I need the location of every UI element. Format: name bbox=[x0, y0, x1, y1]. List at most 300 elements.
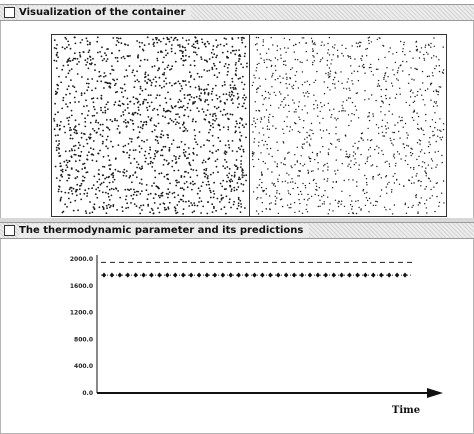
particle bbox=[84, 189, 86, 191]
particle bbox=[337, 203, 338, 204]
particle bbox=[96, 112, 98, 114]
particle bbox=[208, 140, 210, 142]
particle bbox=[284, 38, 285, 39]
particle bbox=[190, 86, 192, 88]
particle bbox=[231, 99, 233, 101]
particle bbox=[435, 151, 436, 152]
particle bbox=[161, 172, 163, 174]
particle bbox=[69, 70, 71, 72]
data-point bbox=[284, 272, 288, 277]
particle bbox=[136, 40, 138, 42]
particle bbox=[426, 199, 427, 200]
particle bbox=[434, 211, 435, 212]
particle bbox=[74, 101, 76, 103]
particle bbox=[64, 203, 66, 205]
particle bbox=[305, 185, 306, 186]
particle bbox=[217, 159, 219, 161]
particle bbox=[319, 122, 320, 123]
particle bbox=[212, 119, 214, 121]
particle bbox=[356, 181, 357, 182]
particle bbox=[84, 117, 86, 119]
particle bbox=[439, 65, 440, 66]
particle bbox=[324, 93, 325, 94]
particle bbox=[271, 65, 272, 66]
particle bbox=[234, 132, 236, 134]
particle bbox=[58, 76, 60, 78]
particle bbox=[184, 47, 186, 49]
particle bbox=[352, 102, 353, 103]
particle bbox=[175, 180, 177, 182]
particle bbox=[257, 187, 258, 188]
particle bbox=[219, 140, 221, 142]
particle bbox=[359, 66, 360, 67]
particle bbox=[426, 52, 427, 53]
particle bbox=[61, 191, 63, 193]
particle bbox=[166, 160, 168, 162]
particle bbox=[436, 101, 437, 102]
particle bbox=[359, 46, 360, 47]
particle bbox=[277, 181, 278, 182]
particle bbox=[394, 74, 395, 75]
particle bbox=[390, 47, 391, 48]
particle bbox=[240, 183, 242, 185]
particle bbox=[424, 170, 425, 171]
particle bbox=[191, 96, 193, 98]
particle bbox=[169, 82, 171, 84]
data-point bbox=[363, 272, 367, 277]
particle bbox=[319, 187, 320, 188]
particle bbox=[54, 47, 56, 49]
particle bbox=[279, 175, 280, 176]
particle bbox=[160, 136, 162, 138]
particle bbox=[313, 50, 314, 51]
chart-panel-header[interactable] bbox=[0, 222, 474, 239]
particle bbox=[239, 77, 241, 79]
particle bbox=[141, 148, 143, 150]
particle bbox=[402, 61, 403, 62]
particle bbox=[370, 67, 371, 68]
particle bbox=[115, 44, 117, 46]
particle bbox=[275, 70, 276, 71]
particle bbox=[287, 153, 288, 154]
particle bbox=[370, 64, 371, 65]
particle bbox=[167, 137, 169, 139]
particle bbox=[336, 182, 337, 183]
particle bbox=[124, 145, 126, 147]
particle bbox=[393, 155, 394, 156]
particle bbox=[242, 76, 244, 78]
particle bbox=[58, 152, 60, 154]
particle bbox=[327, 64, 328, 65]
particle bbox=[196, 170, 198, 172]
particle bbox=[302, 183, 303, 184]
particle bbox=[182, 124, 184, 126]
particle bbox=[213, 193, 215, 195]
particle bbox=[175, 37, 177, 39]
particle bbox=[121, 91, 123, 93]
particle bbox=[410, 91, 411, 92]
data-point bbox=[181, 272, 185, 277]
particle bbox=[202, 108, 204, 110]
particle bbox=[344, 206, 345, 207]
particle bbox=[212, 135, 214, 137]
particle bbox=[260, 58, 261, 59]
particle bbox=[241, 118, 243, 120]
particle bbox=[226, 195, 228, 197]
particle bbox=[399, 88, 400, 89]
particle bbox=[161, 193, 163, 195]
particle bbox=[150, 193, 152, 195]
particle bbox=[284, 159, 285, 160]
particle bbox=[121, 42, 123, 44]
particle bbox=[211, 52, 213, 54]
data-point bbox=[197, 272, 201, 277]
particle bbox=[408, 74, 409, 75]
particle bbox=[94, 64, 96, 66]
particle bbox=[195, 52, 197, 54]
particle bbox=[416, 46, 417, 47]
particle bbox=[192, 212, 194, 214]
particle bbox=[146, 107, 148, 109]
data-point bbox=[173, 272, 177, 277]
particle bbox=[136, 167, 138, 169]
particle bbox=[426, 173, 427, 174]
particle bbox=[241, 82, 243, 84]
particle bbox=[203, 160, 205, 162]
particle bbox=[56, 92, 58, 94]
particle bbox=[430, 144, 431, 145]
particle bbox=[369, 120, 370, 121]
particle bbox=[401, 117, 402, 118]
particle bbox=[230, 190, 232, 192]
particle bbox=[208, 94, 210, 96]
particle bbox=[369, 67, 370, 68]
particle bbox=[349, 156, 350, 157]
particle bbox=[177, 81, 179, 83]
particle bbox=[233, 204, 235, 206]
particle bbox=[69, 102, 71, 104]
particle bbox=[166, 102, 168, 104]
particle bbox=[167, 197, 169, 199]
particle bbox=[282, 181, 283, 182]
particle bbox=[393, 176, 394, 177]
particle bbox=[283, 133, 284, 134]
particle bbox=[257, 49, 258, 50]
particle bbox=[376, 166, 377, 167]
particle bbox=[297, 175, 298, 176]
particle bbox=[378, 80, 379, 81]
particle bbox=[172, 160, 174, 162]
particle bbox=[230, 207, 232, 209]
particle bbox=[116, 91, 118, 93]
particle bbox=[156, 42, 158, 44]
container-panel-title: Visualization of the container bbox=[19, 6, 191, 20]
particle bbox=[175, 158, 177, 160]
particle bbox=[114, 84, 116, 86]
particle bbox=[175, 114, 177, 116]
x-axis-title: Time bbox=[391, 405, 421, 416]
particle bbox=[223, 109, 225, 111]
particle bbox=[293, 85, 294, 86]
particle bbox=[407, 134, 408, 135]
particle bbox=[333, 181, 334, 182]
particle bbox=[129, 65, 131, 67]
particle bbox=[160, 133, 162, 135]
particle bbox=[310, 161, 311, 162]
particle bbox=[115, 169, 117, 171]
particle bbox=[332, 187, 333, 188]
particle bbox=[313, 43, 314, 44]
particle bbox=[370, 202, 371, 203]
particle bbox=[222, 180, 224, 182]
particle bbox=[194, 129, 196, 131]
particle bbox=[171, 68, 173, 70]
particle bbox=[100, 107, 102, 109]
particle bbox=[166, 37, 168, 39]
particle bbox=[347, 81, 348, 82]
particle bbox=[70, 134, 72, 136]
particle bbox=[227, 67, 229, 69]
collapse-checkbox[interactable] bbox=[4, 7, 15, 18]
particle bbox=[216, 68, 218, 70]
particle bbox=[437, 136, 438, 137]
particle bbox=[78, 142, 80, 144]
particle bbox=[208, 132, 210, 134]
particle bbox=[164, 209, 166, 211]
particle bbox=[316, 186, 317, 187]
particle bbox=[353, 155, 354, 156]
particle bbox=[163, 164, 165, 166]
particle bbox=[242, 169, 244, 171]
particle bbox=[239, 140, 241, 142]
particle bbox=[235, 126, 237, 128]
particle bbox=[85, 172, 87, 174]
particle bbox=[371, 165, 372, 166]
particle bbox=[161, 130, 163, 132]
particle bbox=[134, 191, 136, 193]
particle bbox=[244, 207, 246, 209]
particle bbox=[92, 160, 94, 162]
particle bbox=[253, 152, 254, 153]
particle bbox=[268, 117, 269, 118]
particle bbox=[66, 180, 68, 182]
particle bbox=[235, 120, 237, 122]
particle bbox=[341, 201, 342, 202]
particle bbox=[147, 102, 149, 104]
particle bbox=[264, 190, 265, 191]
particle bbox=[304, 105, 305, 106]
particle bbox=[93, 106, 95, 108]
particle bbox=[105, 145, 107, 147]
particle bbox=[107, 58, 109, 60]
particle bbox=[214, 113, 216, 115]
particle bbox=[439, 118, 440, 119]
particle bbox=[68, 192, 70, 194]
particle bbox=[190, 176, 192, 178]
particle bbox=[230, 52, 232, 54]
particle bbox=[358, 207, 359, 208]
particle bbox=[212, 56, 214, 58]
particle bbox=[201, 38, 203, 40]
particle bbox=[232, 81, 234, 83]
particle bbox=[194, 183, 196, 185]
particle bbox=[137, 57, 139, 59]
particle bbox=[178, 158, 180, 160]
particle bbox=[117, 190, 119, 192]
particle bbox=[108, 176, 110, 178]
particle bbox=[317, 104, 318, 105]
particle bbox=[202, 42, 204, 44]
particle bbox=[185, 128, 187, 130]
data-point bbox=[165, 272, 169, 277]
particle bbox=[298, 199, 299, 200]
data-point bbox=[189, 272, 193, 277]
particle bbox=[255, 44, 256, 45]
particle bbox=[124, 58, 126, 60]
particle bbox=[261, 187, 262, 188]
data-point bbox=[379, 272, 383, 277]
particle bbox=[155, 81, 157, 83]
particle bbox=[373, 205, 374, 206]
particle bbox=[243, 94, 245, 96]
particle bbox=[337, 55, 338, 56]
particle bbox=[190, 75, 192, 77]
particle bbox=[431, 57, 432, 58]
particle bbox=[338, 81, 339, 82]
particle bbox=[443, 46, 444, 47]
particle bbox=[76, 194, 78, 196]
particle bbox=[153, 79, 155, 81]
particle bbox=[79, 144, 81, 146]
particle bbox=[56, 124, 58, 126]
particle bbox=[277, 50, 278, 51]
particle bbox=[81, 168, 83, 170]
particle bbox=[433, 186, 434, 187]
particle bbox=[422, 130, 423, 131]
particle bbox=[91, 78, 93, 80]
particle bbox=[93, 176, 95, 178]
particle bbox=[192, 169, 194, 171]
particle bbox=[421, 197, 422, 198]
particle bbox=[241, 135, 243, 137]
particle bbox=[209, 129, 211, 131]
particle bbox=[149, 149, 151, 151]
particle bbox=[430, 189, 431, 190]
particle bbox=[131, 138, 133, 140]
particle bbox=[180, 90, 182, 92]
particle bbox=[253, 120, 254, 121]
particle bbox=[257, 119, 258, 120]
particle bbox=[57, 85, 59, 87]
particle bbox=[111, 52, 113, 54]
particle bbox=[302, 37, 303, 38]
particle bbox=[348, 114, 349, 115]
particle bbox=[160, 155, 162, 157]
particle bbox=[210, 197, 212, 199]
container-panel-header[interactable] bbox=[0, 4, 474, 21]
particle bbox=[114, 118, 116, 120]
particle bbox=[395, 165, 396, 166]
particle bbox=[235, 64, 237, 66]
particle bbox=[103, 58, 105, 60]
particle bbox=[365, 205, 366, 206]
particle bbox=[314, 42, 315, 43]
particle bbox=[83, 193, 85, 195]
particle bbox=[145, 88, 147, 90]
particle bbox=[323, 165, 324, 166]
particle bbox=[68, 44, 70, 46]
particle bbox=[400, 41, 401, 42]
particle bbox=[230, 113, 232, 115]
particle bbox=[77, 58, 79, 60]
particle bbox=[66, 160, 68, 162]
particle bbox=[103, 207, 105, 209]
particle bbox=[272, 156, 273, 157]
particle bbox=[367, 48, 368, 49]
particle bbox=[356, 213, 357, 214]
particle bbox=[125, 207, 127, 209]
particle bbox=[103, 76, 105, 78]
particle bbox=[302, 148, 303, 149]
particle bbox=[434, 134, 435, 135]
particle bbox=[360, 58, 361, 59]
particle bbox=[312, 48, 313, 49]
particle bbox=[262, 211, 263, 212]
particle bbox=[361, 60, 362, 61]
particle bbox=[286, 126, 287, 127]
data-point bbox=[260, 272, 264, 277]
particle bbox=[108, 204, 110, 206]
particle bbox=[354, 143, 355, 144]
particle bbox=[428, 44, 429, 45]
particle bbox=[388, 111, 389, 112]
particle bbox=[413, 102, 414, 103]
y-tick-label: 1200.0 bbox=[69, 309, 93, 317]
particle bbox=[139, 145, 141, 147]
particle bbox=[219, 125, 221, 127]
particle bbox=[94, 208, 96, 210]
particle bbox=[349, 154, 350, 155]
particle bbox=[277, 163, 278, 164]
particle bbox=[410, 67, 411, 68]
particle bbox=[147, 36, 149, 38]
particle bbox=[240, 55, 242, 57]
particle bbox=[184, 176, 186, 178]
particle bbox=[169, 183, 171, 185]
particle bbox=[299, 175, 300, 176]
particle bbox=[107, 155, 109, 157]
particle bbox=[386, 193, 387, 194]
particle bbox=[350, 204, 351, 205]
particle bbox=[295, 81, 296, 82]
particle bbox=[167, 178, 169, 180]
particle bbox=[171, 85, 173, 87]
particle bbox=[266, 193, 267, 194]
particle bbox=[413, 79, 414, 80]
particle bbox=[262, 95, 263, 96]
particle bbox=[354, 58, 355, 59]
particle bbox=[238, 186, 240, 188]
particle bbox=[321, 196, 322, 197]
particle bbox=[130, 162, 132, 164]
collapse-checkbox[interactable] bbox=[4, 225, 15, 236]
particle bbox=[256, 92, 257, 93]
particle bbox=[68, 85, 70, 87]
particle bbox=[427, 53, 428, 54]
particle bbox=[307, 170, 308, 171]
particle bbox=[295, 183, 296, 184]
particle bbox=[255, 123, 256, 124]
